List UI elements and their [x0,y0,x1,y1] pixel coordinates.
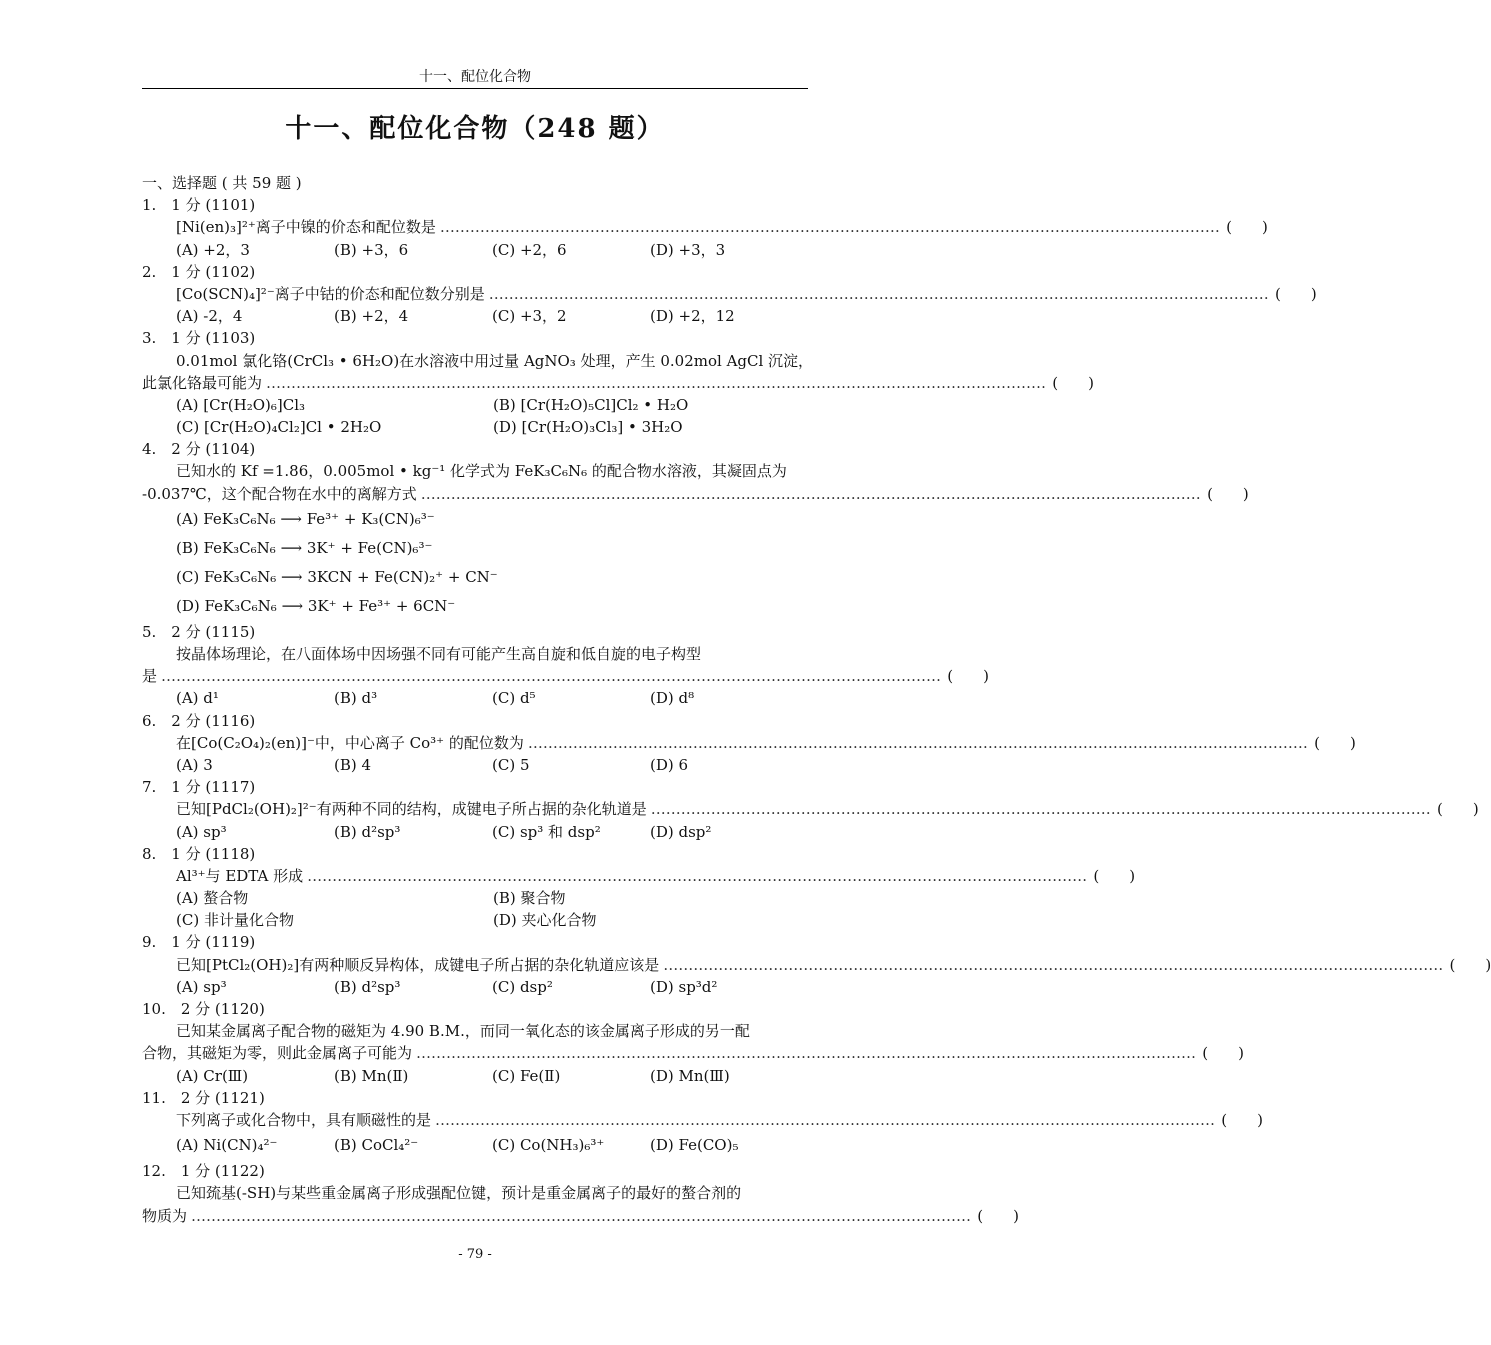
question-header: 2. 1 分 (1102) [142,262,256,281]
question-stem [142,283,1317,305]
option-b: (B) 4 [334,755,372,774]
option-b: (B) +3，6 [334,240,409,259]
stem-text: 是 [142,667,158,686]
running-header: 十一、配位化合物 [419,69,531,85]
question-stem [142,665,990,687]
question-stem [142,1109,1264,1131]
question-stem [142,865,1136,887]
leader-dots: ………………………………………………………………………………………………………………………………………… [663,955,1444,974]
stem-text: 按晶体场理论，在八面体场中因场强不同有可能产生高自旋和低自旋的电子构型 [176,645,702,663]
question-stem [142,1205,1020,1227]
question-stem [142,483,1249,505]
option-b: (B) CoCl₄²⁻ [334,1136,419,1155]
stem-text: 已知某金属离子配合物的磁矩为 4.90 B.M.，而同一氧化态的该金属离子形成的另一配 [176,1022,750,1041]
option-a: (A) d¹ [176,689,219,708]
answer-blank: ( ) [1221,1110,1264,1129]
options-row [142,887,808,909]
products: Fe³⁺ + K₃(CN)₆³⁻ [306,509,435,528]
answer-blank: ( ) [1449,955,1491,974]
option-b: (B) d³ [334,689,378,708]
reactant: (C) FeK₃C₆N₆ [176,567,277,586]
reactant: (B) FeK₃C₆N₆ [176,538,276,557]
options-row [142,239,808,261]
option-d: (D) Mn(Ⅲ) [650,1066,730,1085]
option-a: (A) 3 [176,755,213,774]
answer-blank: ( ) [1207,484,1249,503]
leader-dots: ………………………………………………………………………………………………………………………………………… [488,284,1269,303]
option-b: (B) d²sp³ [334,977,401,996]
reaction-option-a [142,505,808,534]
option-c: (C) [Cr(H₂O)₄Cl₂]Cl • 2H₂O [176,418,382,437]
question-stem [142,732,1356,754]
answer-blank: ( ) [1202,1044,1245,1063]
option-a: (A) 螯合物 [176,889,249,908]
question-header: 8. 1 分 (1118) [142,844,256,863]
options-row [142,909,808,931]
answer-blank: ( ) [1226,218,1268,237]
stem-text: 0.01mol 氯化铬(CrCl₃ • 6H₂O)在水溶液中用过量 AgNO₃ 处理，产生 0.02mol AgCl 沉淀， [176,351,814,370]
stem-text: 已知巯基(-SH)与某些重金属离子形成强配位键，预计是重金属离子的最好的螯合剂的 [176,1184,742,1203]
products: 3KCN + Fe(CN)₂⁺ + CN⁻ [307,567,498,586]
option-c: (C) Co(NH₃)₆³⁺ [492,1136,605,1155]
option-a: (A) -2，4 [176,307,243,326]
stem-text: 已知水的 Kf =1.86，0.005mol • kg⁻¹ 化学式为 FeK₃C₆N₆ 的配合物水溶液，其凝固点为 [176,462,787,481]
stem-text: 已知[PtCl₂(OH)₂]有两种顺反异构体，成键电子所占据的杂化轨道应该是 [176,955,660,974]
stem-text: 在[Co(C₂O₄)₂(en)]⁻中，中心离子 Co³⁺ 的配位数为 [176,733,524,752]
question-header: 7. 1 分 (1117) [142,778,256,797]
stem-text: [Ni(en)₃]²⁺离子中镍的价态和配位数是 [176,218,436,237]
options-row [142,976,808,998]
stem-text: [Co(SCN)₄]²⁻离子中钴的价态和配位数分别是 [176,284,485,303]
stem-text: 下列离子或化合物中，具有顺磁性的是 [176,1110,432,1129]
answer-blank: ( ) [1275,284,1317,303]
leader-dots: ………………………………………………………………………………………………………………………………………… [650,800,1431,819]
page-number: - 79 - [458,1247,492,1262]
option-b: (B) [Cr(H₂O)₅Cl]Cl₂ • H₂O [493,395,689,414]
option-d: (D) Fe(CO)₅ [650,1136,739,1155]
answer-blank: ( ) [1314,733,1356,752]
option-b: (B) d²sp³ [334,822,401,841]
question-stem [142,372,1095,394]
question-header: 9. 1 分 (1119) [142,933,256,952]
stem-text: Al³⁺与 EDTA 形成 [176,866,304,885]
question-header: 12. 1 分 (1122) [142,1162,265,1181]
leader-dots: ………………………………………………………………………………………………………………………………………… [527,733,1308,752]
products: 3K⁺ + Fe³⁺ + 6CN⁻ [307,596,456,615]
option-a: (A) Ni(CN)₄²⁻ [176,1136,278,1155]
leader-dots: ………………………………………………………………………………………………………………………………………… [191,1206,972,1225]
leader-dots: ………………………………………………………………………………………………………………………………………… [439,218,1220,237]
options-row [142,1065,808,1087]
answer-blank: ( ) [1052,373,1095,392]
products: 3K⁺ + Fe(CN)₆³⁻ [306,538,433,557]
options-row [142,687,808,709]
stem-text: 已知[PdCl₂(OH)₂]²⁻有两种不同的结构，成键电子所占据的杂化轨道是 [176,800,647,819]
option-d: (D) +2，12 [650,307,735,326]
reaction-arrow: ⟶ [281,596,304,615]
question-header: 6. 2 分 (1116) [142,711,256,730]
leader-dots: ………………………………………………………………………………………………………………………………………… [416,1044,1197,1063]
question-list [142,172,1491,1227]
question-header: 4. 2 分 (1104) [142,440,256,459]
section-heading: 一、选择题 ( 共 59 题 ) [142,174,302,192]
question-header: 3. 1 分 (1103) [142,329,256,348]
reaction-arrow: ⟶ [281,567,303,586]
option-b: (B) +2，4 [334,307,409,326]
option-d: (D) dsp² [650,822,712,841]
option-c: (C) sp³ 和 dsp² [492,822,601,841]
leader-dots: ………………………………………………………………………………………………………………………………………… [161,667,942,686]
option-d: (D) +3，3 [650,240,726,259]
leader-dots: ………………………………………………………………………………………………………………………………………… [435,1110,1216,1129]
option-a: (A) sp³ [176,822,227,841]
stem-text: -0.037℃，这个配合物在水中的离解方式 [142,484,417,503]
options-row [142,821,808,843]
option-d: (D) [Cr(H₂O)₃Cl₃] • 3H₂O [493,418,683,437]
option-a: (A) +2，3 [176,240,250,259]
option-b: (B) Mn(Ⅱ) [334,1066,409,1085]
answer-blank: ( ) [947,667,990,686]
question-header: 10. 2 分 (1120) [142,1000,265,1018]
leader-dots: ………………………………………………………………………………………………………………………………………… [266,373,1047,392]
reaction-arrow: ⟶ [280,509,302,528]
page-title: 十一、配位化合物（248 题） [285,114,665,144]
options-row [142,416,808,438]
question-stem [142,1042,1245,1064]
options-row [142,1131,808,1160]
answer-blank: ( ) [1437,800,1479,819]
stem-text: 物质为 [142,1206,188,1225]
option-d: (D) 6 [650,755,689,774]
leader-dots: ………………………………………………………………………………………………………………………………………… [307,866,1088,885]
option-c: (C) dsp² [492,977,553,996]
option-d: (D) 夹心化合物 [493,911,597,930]
option-a: (A) sp³ [176,977,227,996]
option-b: (B) 聚合物 [493,889,566,908]
option-c: (C) 非计量化合物 [176,911,294,930]
question-header: 1. 1 分 (1101) [142,196,256,215]
question-stem [142,798,1479,820]
question-stem [142,954,1491,976]
answer-blank: ( ) [1093,866,1136,885]
option-a: (A) [Cr(H₂O)₆]Cl₃ [176,395,306,414]
option-c: (C) +2，6 [492,240,567,259]
header-rule [142,88,808,89]
reaction-option-c [142,563,808,592]
reactant: (D) FeK₃C₆N₆ [176,596,277,615]
option-a: (A) Cr(Ⅲ) [176,1066,249,1085]
leader-dots: ………………………………………………………………………………………………………………………………………… [420,484,1201,503]
stem-text: 此氯化铬最可能为 [142,373,263,392]
question-stem [142,216,1268,238]
stem-text: 合物，其磁矩为零，则此金属离子可能为 [142,1044,413,1063]
options-row [142,305,808,327]
option-c: (C) Fe(Ⅱ) [492,1066,561,1085]
options-row [142,394,808,416]
reaction-option-b [142,534,808,563]
option-d: (D) d⁸ [650,689,695,708]
reaction-option-d [142,592,808,621]
answer-blank: ( ) [977,1206,1020,1225]
option-c: (C) +3，2 [492,307,567,326]
question-header: 5. 2 分 (1115) [142,622,256,641]
option-c: (C) d⁵ [492,689,536,708]
options-row [142,754,808,776]
option-d: (D) sp³d² [650,977,718,996]
question-header: 11. 2 分 (1121) [142,1088,265,1107]
reactant: (A) FeK₃C₆N₆ [176,509,276,528]
reaction-arrow: ⟶ [280,538,303,557]
option-c: (C) 5 [492,755,530,774]
